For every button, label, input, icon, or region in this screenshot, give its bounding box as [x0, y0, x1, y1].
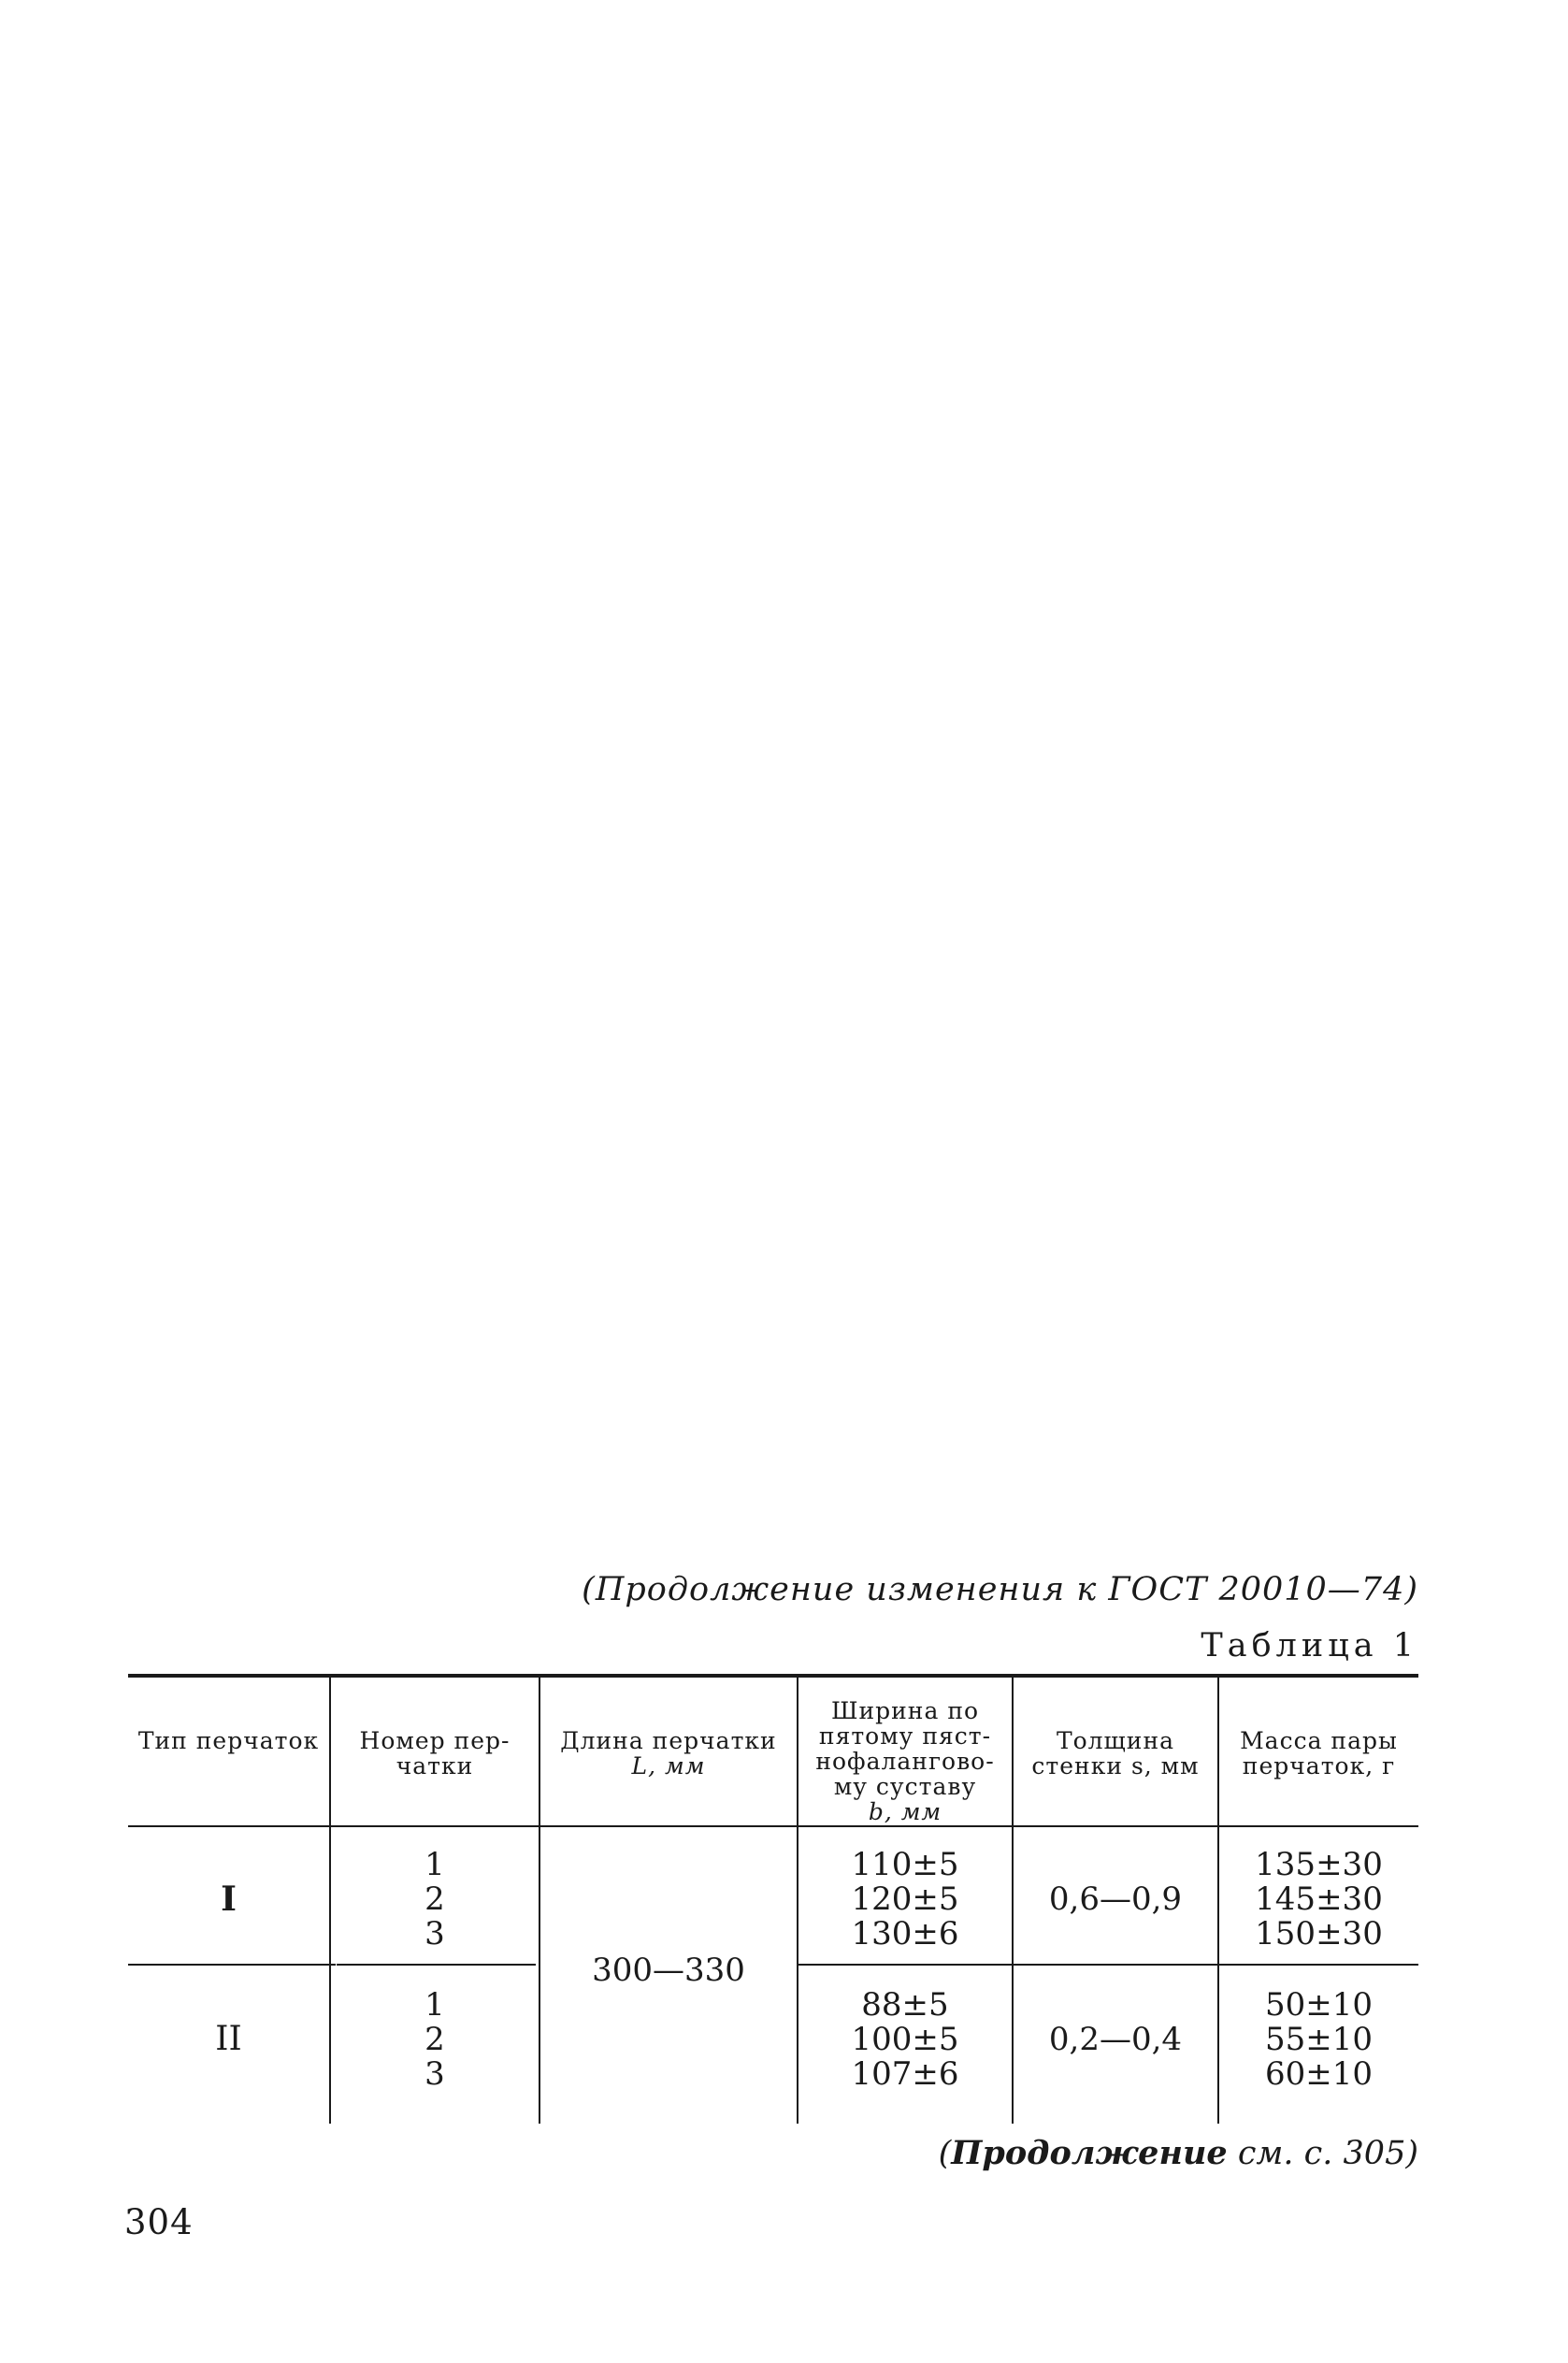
- header-type: Тип перчаток: [137, 1727, 320, 1754]
- group-1-numbers: [331, 1847, 539, 1951]
- shared-length: 300—330: [592, 1952, 745, 1989]
- table-row: 107±6: [851, 2055, 959, 2093]
- group-1-thickness: 0,6—0,9: [1048, 1880, 1183, 1918]
- group-divider-right: [797, 1964, 1418, 1966]
- table-row: 135±30: [1255, 1846, 1383, 1883]
- group-2-masses: [1219, 1987, 1418, 2091]
- header-width: Ширина по пятому пяст- нофалангово- му суставу b, мм: [815, 1697, 995, 1825]
- continuation-header: (Продолжение изменения к ГОСТ 20010—74): [582, 1571, 1418, 1608]
- header-number: Номер пер- чатки: [359, 1727, 511, 1779]
- continuation-footer: (Продолжение см. с. 305): [938, 2134, 1418, 2172]
- header-thickness: Толщина стенки s, мм: [1031, 1727, 1200, 1779]
- table-row: 145±30: [1255, 1880, 1383, 1918]
- group-2-widths: [798, 1987, 1012, 2091]
- group-divider-left: [128, 1964, 336, 1966]
- table-label: Таблица 1: [1201, 1627, 1418, 1664]
- table-header-rule: [128, 1825, 1418, 1827]
- table-row: 100±5: [851, 2021, 959, 2058]
- table-row: 2: [424, 2021, 445, 2058]
- page-number: 304: [124, 2202, 194, 2242]
- table-row: 120±5: [851, 1880, 959, 1918]
- table-row: 110±5: [851, 1846, 959, 1883]
- table-row: 150±30: [1255, 1915, 1383, 1952]
- table-row: 3: [424, 2055, 445, 2093]
- table-row: 3: [424, 1915, 445, 1952]
- group-1-type: I: [221, 1880, 237, 1919]
- table-row: 55±10: [1264, 2021, 1373, 2058]
- group-2-numbers: [331, 1987, 539, 2091]
- header-length: Длина перчатки L, мм: [560, 1727, 777, 1779]
- header-mass: Масса пары перчаток, г: [1240, 1727, 1398, 1779]
- group-1-widths: [798, 1847, 1012, 1951]
- table-row: 1: [424, 1846, 445, 1883]
- group-divider-number: [337, 1964, 536, 1966]
- table-row: 50±10: [1264, 1986, 1373, 2024]
- table-row: 130±6: [851, 1915, 959, 1952]
- table-row: 88±5: [861, 1986, 949, 2024]
- group-1-masses: [1219, 1847, 1418, 1951]
- table-top-rule: [128, 1674, 1418, 1678]
- group-2-thickness: 0,2—0,4: [1048, 2021, 1183, 2058]
- table-row: 60±10: [1264, 2055, 1373, 2093]
- group-2-type: II: [215, 2020, 242, 2058]
- table-row: 1: [424, 1986, 445, 2024]
- table-row: 2: [424, 1880, 445, 1918]
